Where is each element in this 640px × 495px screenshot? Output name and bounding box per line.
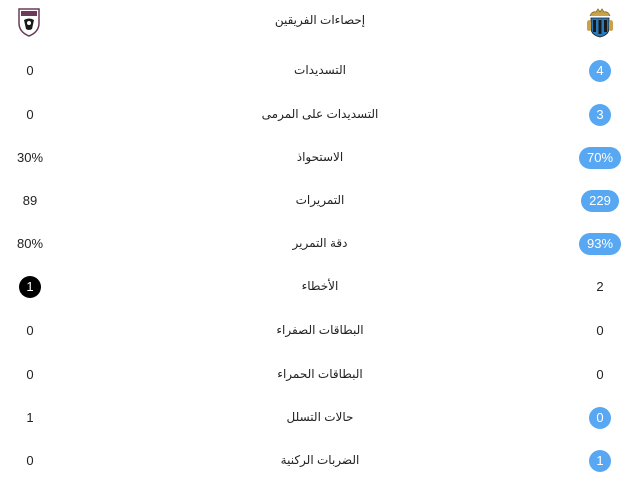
away-team-value bbox=[0, 107, 60, 122]
away-team-value bbox=[0, 453, 60, 468]
stat-label: التسديدات على المرمى bbox=[261, 107, 379, 121]
home-team-value bbox=[570, 367, 630, 382]
highlight-badge: 0 bbox=[589, 407, 611, 429]
stat-label: حالات التسلل bbox=[286, 410, 354, 424]
home-team-value bbox=[570, 453, 630, 472]
away-team-value bbox=[0, 193, 60, 208]
stat-row bbox=[0, 100, 640, 130]
stat-label: التمريرات bbox=[295, 193, 345, 207]
page-title: إحصاءات الفريقين bbox=[274, 13, 366, 27]
highlight-badge: 70% bbox=[579, 147, 621, 169]
highlight-badge: 4 bbox=[589, 60, 611, 82]
away-team-value bbox=[0, 236, 60, 251]
away-team-value bbox=[0, 323, 60, 338]
highlight-badge: 3 bbox=[589, 104, 611, 126]
team-stats-header bbox=[0, 0, 640, 44]
stat-row bbox=[0, 229, 640, 259]
highlight-badge: 1 bbox=[19, 276, 41, 298]
highlight-badge: 229 bbox=[581, 190, 619, 212]
highlight-badge: 93% bbox=[579, 233, 621, 255]
away-team-value bbox=[0, 63, 60, 78]
highlight-badge: 1 bbox=[589, 450, 611, 472]
stat-label: الأخطاء bbox=[301, 279, 339, 293]
stat-label: دقة التمرير bbox=[292, 236, 348, 250]
stat-value: 89 bbox=[22, 193, 38, 208]
home-team-value bbox=[570, 279, 630, 294]
home-team-value bbox=[570, 236, 630, 255]
home-team-value bbox=[570, 410, 630, 429]
home-team-value bbox=[570, 107, 630, 126]
stat-label: البطاقات الصفراء bbox=[276, 323, 364, 337]
stat-row bbox=[0, 446, 640, 476]
stat-row bbox=[0, 360, 640, 390]
home-team-value bbox=[570, 323, 630, 338]
stat-value: 0 bbox=[596, 323, 604, 338]
stat-value: 0 bbox=[26, 63, 34, 78]
away-team-value bbox=[0, 367, 60, 382]
stat-row bbox=[0, 403, 640, 433]
stat-value: 80% bbox=[16, 236, 44, 251]
stat-label: البطاقات الحمراء bbox=[277, 367, 363, 381]
stat-value: 0 bbox=[26, 367, 34, 382]
stat-row bbox=[0, 143, 640, 173]
away-team-value bbox=[0, 279, 60, 298]
stat-label: التسديدات bbox=[294, 63, 346, 77]
home-team-value bbox=[570, 193, 630, 212]
stat-label: الاستحواذ bbox=[296, 150, 344, 164]
stat-label: الضربات الركنية bbox=[280, 453, 360, 467]
stat-value: 0 bbox=[596, 367, 604, 382]
stat-value: 0 bbox=[26, 107, 34, 122]
stat-row bbox=[0, 316, 640, 346]
away-team-value bbox=[0, 410, 60, 425]
stat-value: 0 bbox=[26, 453, 34, 468]
home-team-value bbox=[570, 63, 630, 82]
stat-row bbox=[0, 56, 640, 86]
stat-value: 2 bbox=[596, 279, 604, 294]
stat-row bbox=[0, 186, 640, 216]
stat-row bbox=[0, 272, 640, 302]
home-team-value bbox=[570, 150, 630, 169]
stat-value: 1 bbox=[26, 410, 34, 425]
stat-value: 30% bbox=[16, 150, 44, 165]
away-team-value bbox=[0, 150, 60, 165]
stat-value: 0 bbox=[26, 323, 34, 338]
newcastle-crest-icon bbox=[586, 8, 614, 38]
